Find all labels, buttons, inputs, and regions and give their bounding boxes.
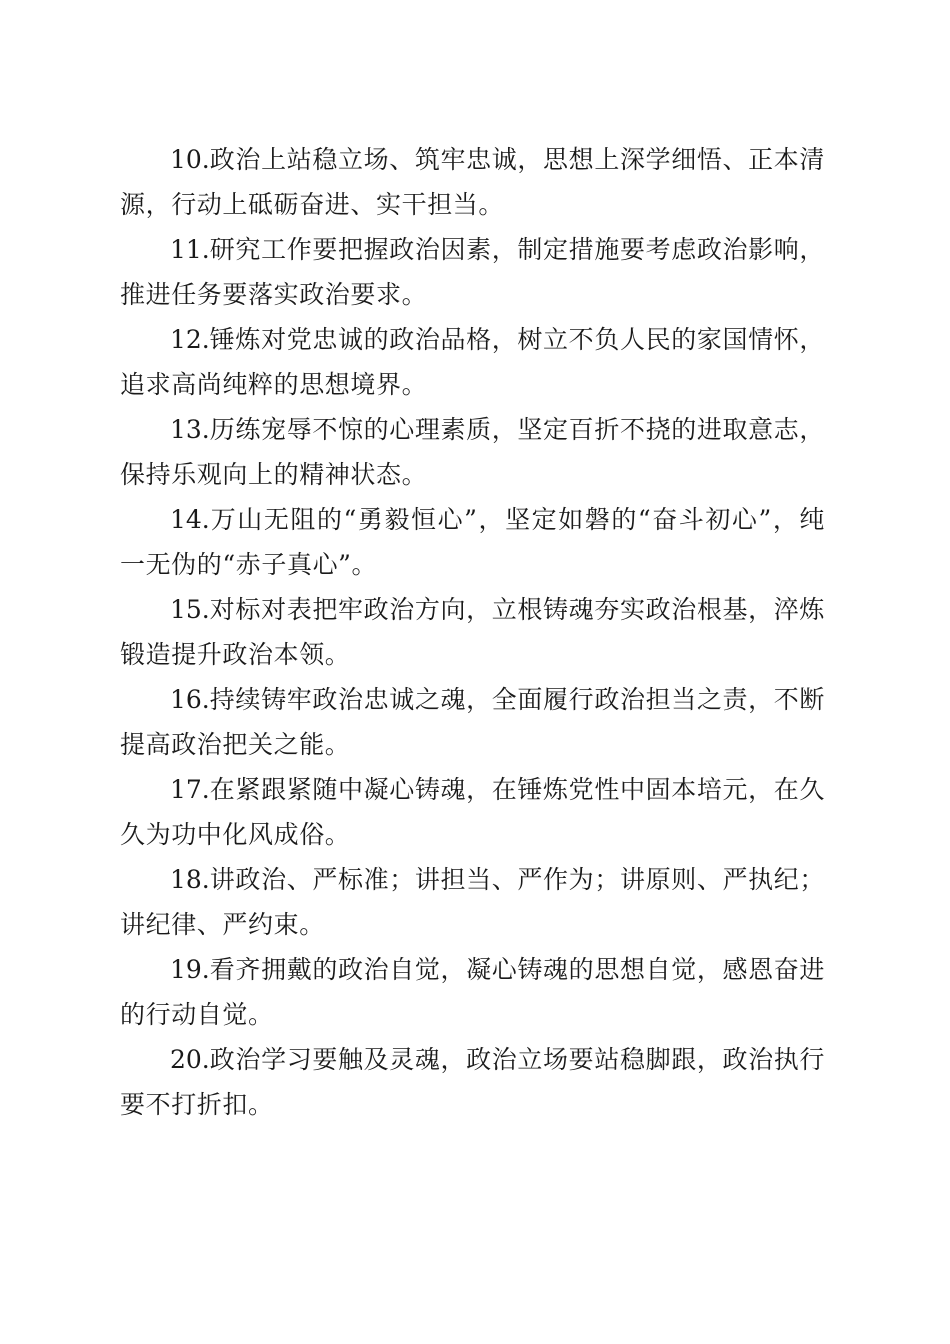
list-item — [120, 407, 825, 497]
item-number: 13. — [170, 415, 210, 444]
item-text: 看齐拥戴的政治自觉，凝心铸魂的思想自觉，感恩奋进的行动自觉。 — [120, 955, 825, 1029]
item-text: 万山无阻的“勇毅恒心”，坚定如磐的“奋斗初心”，纯一无伪的“赤子真心”。 — [120, 505, 825, 579]
item-number: 14. — [170, 505, 210, 534]
item-number: 16. — [170, 685, 210, 714]
item-number: 10. — [170, 145, 210, 174]
item-text: 政治学习要触及灵魂，政治立场要站稳脚跟，政治执行要不打折扣。 — [120, 1045, 825, 1119]
document-body — [120, 137, 825, 1127]
item-number: 20. — [170, 1045, 210, 1074]
item-text: 讲政治、严标准；讲担当、严作为；讲原则、严执纪；讲纪律、严约束。 — [120, 865, 825, 939]
list-item — [120, 227, 825, 317]
item-number: 11. — [170, 235, 210, 264]
item-text: 持续铸牢政治忠诚之魂，全面履行政治担当之责，不断提高政治把关之能。 — [120, 685, 825, 759]
list-item — [120, 767, 825, 857]
item-text: 历练宠辱不惊的心理素质，坚定百折不挠的进取意志，保持乐观向上的精神状态。 — [120, 415, 825, 489]
item-number: 12. — [170, 325, 210, 354]
item-number: 18. — [170, 865, 210, 894]
list-item — [120, 317, 825, 407]
item-text: 研究工作要把握政治因素，制定措施要考虑政治影响，推进任务要落实政治要求。 — [120, 235, 825, 309]
list-item — [120, 137, 825, 227]
list-item — [120, 677, 825, 767]
list-item — [120, 1037, 825, 1127]
item-text: 锤炼对党忠诚的政治品格，树立不负人民的家国情怀，追求高尚纯粹的思想境界。 — [120, 325, 825, 399]
item-text: 政治上站稳立场、筑牢忠诚，思想上深学细悟、正本清源，行动上砥砺奋进、实干担当。 — [120, 145, 825, 219]
item-text: 在紧跟紧随中凝心铸魂，在锤炼党性中固本培元，在久久为功中化风成俗。 — [120, 775, 825, 849]
item-number: 19. — [170, 955, 210, 984]
item-number: 17. — [170, 775, 210, 804]
list-item — [120, 497, 825, 587]
list-item — [120, 857, 825, 947]
list-item — [120, 947, 825, 1037]
item-number: 15. — [170, 595, 210, 624]
list-item — [120, 587, 825, 677]
item-text: 对标对表把牢政治方向，立根铸魂夯实政治根基，淬炼锻造提升政治本领。 — [120, 595, 825, 669]
